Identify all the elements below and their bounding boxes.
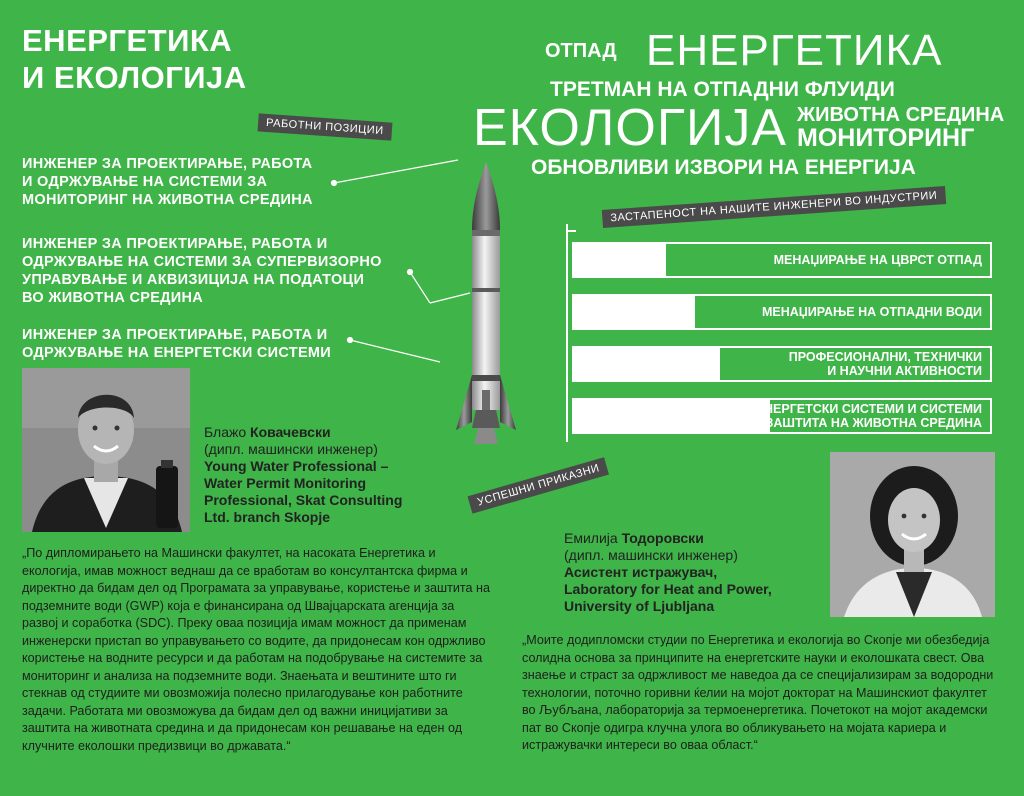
person-1-role: (дипл. машински инженер) xyxy=(204,441,378,457)
industry-bar-label: МЕНАЏИРАЊЕ НА ЦВРСТ ОТПАД xyxy=(773,253,982,267)
person-2-info xyxy=(564,530,824,615)
person-1-info xyxy=(204,424,444,526)
industry-bar-empty xyxy=(574,348,720,380)
industry-axis-tick xyxy=(566,230,576,232)
avatar-person-2 xyxy=(830,452,995,617)
person-2-org: Асистент истражувач, Laboratory for Heat and Power, University of Ljubljana xyxy=(564,564,772,614)
person-1-photo-icon xyxy=(22,368,190,532)
person-2-name: Емилија Тодоровски xyxy=(564,530,704,546)
person-1-quote: „По дипломирањето на Машински факултет, на насоката Енергетика и екологија, имав можност веднаш да се вработам во консултантска фирма и директно да бидам дел од Програмата за управување, користење и заштита на подземните води (GWP) која е финансирана од Швајцарската агенција за развој и соработка (SDC). Преку оваа позиција имам можност да применам инженерски пристап во управувањето со водите, да придонесам кон одржливо користење на водните ресурси и да работам на подобрување на системите за мониторинг и анализа на подземните води. Знаењата и вештините што ги стекнав од студиите ми овозможија полесно прилагодување кон работните задачи. Работата ми овозможува да бидам дел од важни иницијативи за заштита на животната средина и да придонесам кон решавање на еден од клучните еколошки предизвици во државата.“ xyxy=(22,546,490,753)
person-1-name: Блажо Ковачевски xyxy=(204,424,331,440)
word-energetika: ЕНЕРГЕТИКА xyxy=(646,26,943,75)
industry-bar-label: ПРОФЕСИОНАЛНИ, ТЕХНИЧКИ И НАУЧНИ АКТИВНОСТИ xyxy=(788,350,982,378)
page-title: ЕНЕРГЕТИКА И ЕКОЛОГИЈА xyxy=(22,23,247,95)
industry-axis-line xyxy=(566,224,568,442)
word-obnovlivi: ОБНОВЛИВИ ИЗВОРИ НА ЕНЕРГИЈА xyxy=(531,156,916,179)
industry-bar-empty xyxy=(574,244,666,276)
person-2-quote: „Моите додипломски студии по Енергетика и екологија во Скопје ми обезбедија солидна основа за принципите на енергетските науки и еколошката свест. Ова знаење и страст за одржливост ме наведоа да се специјализирам за водородни технологии, поточно горивни ќелии на мојот докторат на Машинскиот факултет во Љубљана, лабораторија за термоенергетика. Почетокот на мојот академски пат во Скопје одигра клучна улога во обликувањето на мојата кариера и истражувачки интереси во оваа област.“ xyxy=(522,633,994,752)
word-otpad: ОТПАД xyxy=(545,40,617,62)
industry-bar xyxy=(572,294,992,330)
position-item-2: ИНЖЕНЕР ЗА ПРОЕКТИРАЊЕ, РАБОТА И ОДРЖУВАЊЕ НА СИСТЕМИ ЗА СУПЕРВИЗОРНО УПРАВУВАЊЕ И АКВИЗИЦИЈА НА ПОДАТОЦИ ВО ЖИВОТНА СРЕДИНА xyxy=(22,236,382,306)
industry-bar xyxy=(572,398,992,434)
word-monitoring: МОНИТОРИНГ xyxy=(797,124,975,152)
industry-bar-empty xyxy=(574,400,770,432)
avatar-person-1 xyxy=(22,368,190,532)
industry-bar xyxy=(572,242,992,278)
industry-bar-label: ЕНЕРГЕТСКИ СИСТЕМИ И СИСТЕМИ ЗА ЗАШТИТА НА ЖИВОТНА СРЕДИНА xyxy=(745,402,982,430)
rocket-illustration xyxy=(446,160,526,460)
person-2-photo-icon xyxy=(830,452,995,617)
word-tretman: ТРЕТМАН НА ОТПАДНИ ФЛУИДИ xyxy=(550,78,895,101)
word-zivotna-sredina: ЖИВОТНА СРЕДИНА xyxy=(797,104,1005,126)
person-2-role: (дипл. машински инженер) xyxy=(564,547,738,563)
positions-tag: РАБОТНИ ПОЗИЦИИ xyxy=(258,113,393,140)
word-ekologija: ЕКОЛОГИЈА xyxy=(473,99,788,157)
industry-bar xyxy=(572,346,992,382)
industry-bar-empty xyxy=(574,296,695,328)
industry-bar-label: МЕНАЏИРАЊЕ НА ОТПАДНИ ВОДИ xyxy=(761,305,982,319)
position-item-1: ИНЖЕНЕР ЗА ПРОЕКТИРАЊЕ, РАБОТА И ОДРЖУВАЊЕ НА СИСТЕМИ ЗА МОНИТОРИНГ НА ЖИВОТНА СРЕДИНА xyxy=(22,156,313,208)
industry-tag: ЗАСТАПЕНОСТ НА НАШИТЕ ИНЖЕНЕРИ ВО ИНДУСТРИИ xyxy=(602,186,946,228)
person-1-org: Young Water Professional – Water Permit Monitoring Professional, Skat Consulting Ltd. branch Skopje xyxy=(204,458,403,525)
position-item-3: ИНЖЕНЕР ЗА ПРОЕКТИРАЊЕ, РАБОТА И ОДРЖУВАЊЕ НА ЕНЕРГЕТСКИ СИСТЕМИ xyxy=(22,327,332,361)
stories-tag: УСПЕШНИ ПРИКАЗНИ xyxy=(468,457,610,514)
